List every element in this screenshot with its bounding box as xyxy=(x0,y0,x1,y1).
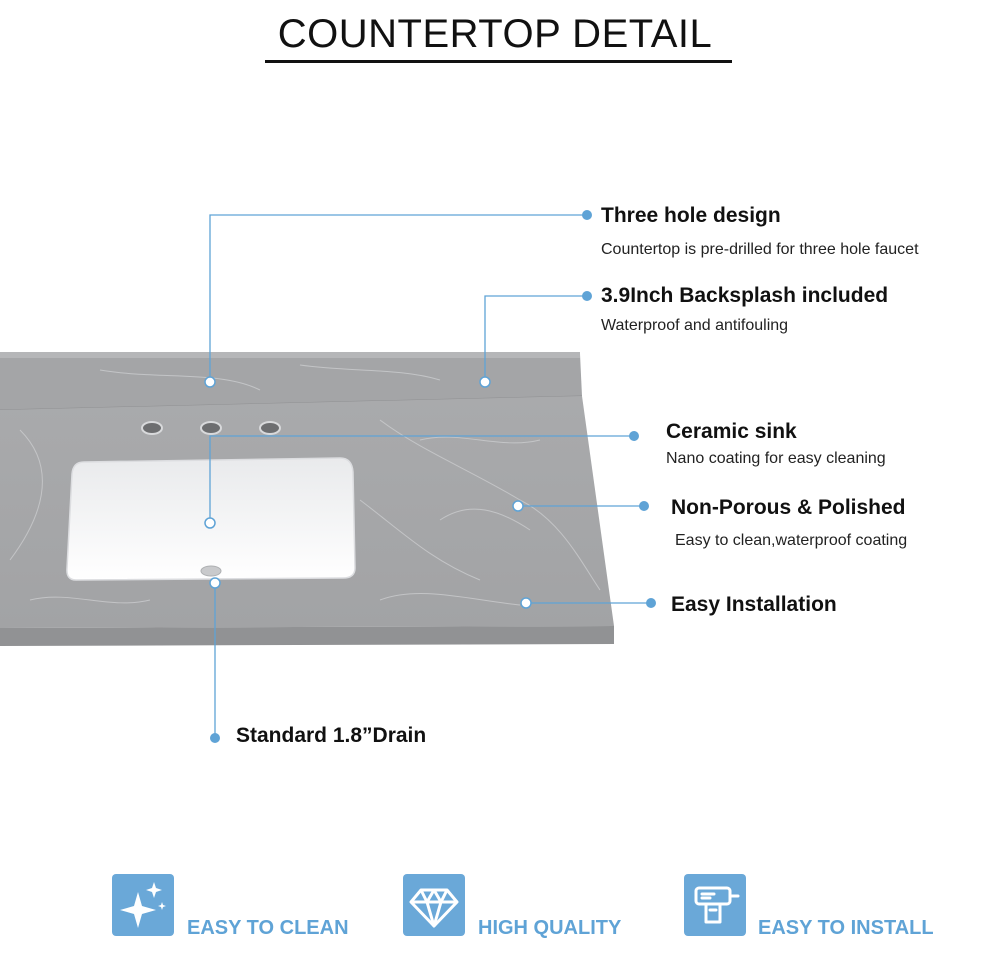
badge-label-high-quality: HIGH QUALITY xyxy=(478,917,622,939)
drain xyxy=(201,566,221,576)
badge-label-easy-to-install: EASY TO INSTALL xyxy=(758,917,934,939)
feature-desc-non-porous: Easy to clean,waterproof coating xyxy=(675,532,908,549)
badge-label-easy-to-clean: EASY TO CLEAN xyxy=(187,917,349,939)
feature-title-drain: Standard 1.8”Drain xyxy=(236,724,427,747)
feature-desc-three-hole: Countertop is pre-drilled for three hole faucet xyxy=(601,241,919,258)
page-title: COUNTERTOP DETAIL xyxy=(277,12,713,56)
feature-title-ceramic-sink: Ceramic sink xyxy=(666,420,797,443)
faucet-hole-left xyxy=(142,422,162,434)
backsplash-top xyxy=(0,352,580,358)
feature-title-non-porous: Non-Porous & Polished xyxy=(671,496,906,519)
countertop-front-edge xyxy=(0,626,614,646)
faucet-hole-center xyxy=(201,422,221,434)
drill-icon xyxy=(684,874,746,936)
feature-title-backsplash: 3.9Inch Backsplash included xyxy=(601,284,889,307)
feature-desc-ceramic-sink: Nano coating for easy cleaning xyxy=(666,450,886,467)
feature-title-easy-installation: Easy Installation xyxy=(671,593,837,616)
feature-title-three-hole: Three hole design xyxy=(601,204,781,227)
sparkle-icon xyxy=(112,874,174,936)
faucet-hole-right xyxy=(260,422,280,434)
feature-desc-backsplash: Waterproof and antifouling xyxy=(601,317,789,334)
diamond-icon xyxy=(403,874,465,936)
